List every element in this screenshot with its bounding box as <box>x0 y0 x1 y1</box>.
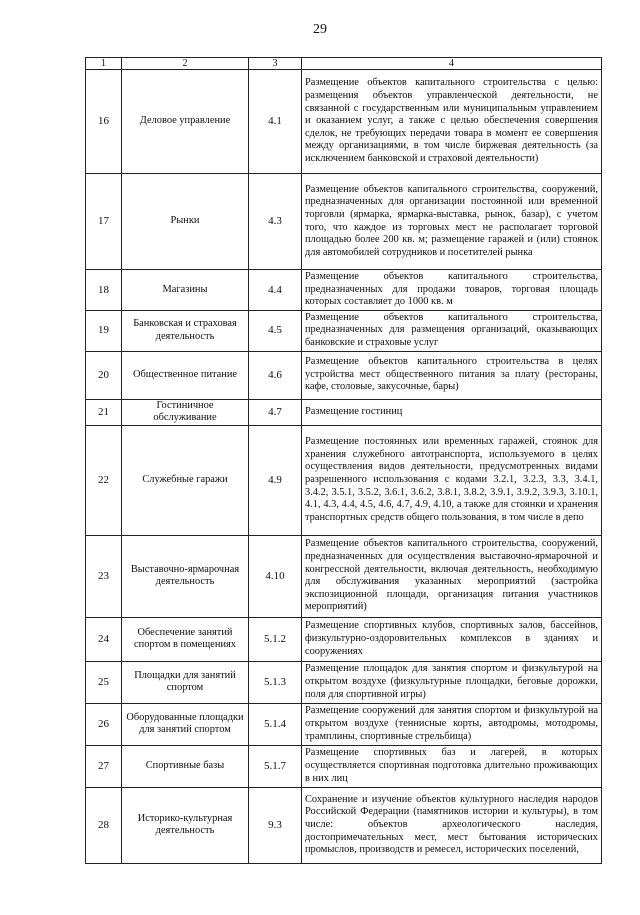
row-number: 19 <box>86 310 122 351</box>
table-header-row <box>86 58 602 70</box>
land-use-code: 4.4 <box>249 270 302 311</box>
land-use-description: Размещение постоянных или временных гаражей, стоянок для хранения служебного автотранспорта, используемого в целях осуществления видов деятельности, предусмотренных видами разрешенного использования с кодами 3.2.1, 3.2.3, 3.3, 3.4.1, 3.4.2, 3.5.1, 3.5.2, 3.6.1, 3.6.2, 3.8.1, 3.8.2, 3.9.1, 3.9.2, 3.9.3, 3.10.1, 4.1, 4.3, 4.4, 4.5, 4.6, 4.7, 4.9, 4.10, а также для стоянки и хранения транспортных средств общего пользования, в том числе в депо <box>302 425 602 535</box>
land-use-name: Спортивные базы <box>122 745 249 787</box>
land-use-name: Общественное питание <box>122 351 249 399</box>
row-number: 27 <box>86 745 122 787</box>
land-use-code: 9.3 <box>249 787 302 863</box>
table-row <box>86 270 602 311</box>
row-number: 20 <box>86 351 122 399</box>
land-use-description: Размещение объектов капитального строительства, сооружений, предназначенных для организации постоянной или временной торговли (ярмарка, ярмарка-выставка, рынок, базар), с учетом того, что каждое из торговых мест не располагает торговой площадью более 200 кв. м; размещение гаражей и (или) стоянок для автомобилей сотрудников и посетителей рынка <box>302 174 602 270</box>
land-use-code: 4.6 <box>249 351 302 399</box>
land-use-code: 4.10 <box>249 535 302 617</box>
row-number: 25 <box>86 661 122 703</box>
row-number: 24 <box>86 617 122 661</box>
row-number: 16 <box>86 70 122 174</box>
land-use-name: Служебные гаражи <box>122 425 249 535</box>
land-use-name: Банковская и страховая деятельность <box>122 310 249 351</box>
land-use-name: Гостиничное обслуживание <box>122 399 249 425</box>
land-use-description: Размещение гостиниц <box>302 399 602 425</box>
land-use-name: Площадки для занятий спортом <box>122 661 249 703</box>
land-use-code: 4.9 <box>249 425 302 535</box>
land-use-name: Обеспечение занятий спортом в помещениях <box>122 617 249 661</box>
table-row <box>86 70 602 174</box>
row-number: 17 <box>86 174 122 270</box>
header-col-2: 2 <box>122 58 249 70</box>
land-use-description: Размещение спортивных баз и лагерей, в которых осуществляется спортивная подготовка длительно проживающих в них лиц <box>302 745 602 787</box>
land-use-code: 4.3 <box>249 174 302 270</box>
header-col-3: 3 <box>249 58 302 70</box>
table-row <box>86 351 602 399</box>
row-number: 23 <box>86 535 122 617</box>
table-row <box>86 399 602 425</box>
land-use-name: Историко-культурная деятельность <box>122 787 249 863</box>
land-use-code: 5.1.3 <box>249 661 302 703</box>
table-row <box>86 425 602 535</box>
land-use-description: Размещение объектов капитального строительства в целях устройства мест общественного питания за плату (рестораны, кафе, столовые, закусочные, бары) <box>302 351 602 399</box>
land-use-code: 4.5 <box>249 310 302 351</box>
land-use-table <box>85 57 602 864</box>
land-use-name: Выставочно-ярмарочная деятельность <box>122 535 249 617</box>
land-use-description: Сохранение и изучение объектов культурного наследия народов Российской Федерации (памятников истории и культуры), в том числе: объектов археологического наследия, достопримечательных мест, мест бытования исторических промыслов, производств и ремесел, исторических поселений, <box>302 787 602 863</box>
table-row <box>86 787 602 863</box>
land-use-description: Размещение сооружений для занятия спортом и физкультурой на открытом воздухе (теннисные корты, автодромы, мотодромы, трамплины, спортивные стрельбища) <box>302 703 602 745</box>
row-number: 18 <box>86 270 122 311</box>
land-use-code: 5.1.2 <box>249 617 302 661</box>
land-use-code: 4.1 <box>249 70 302 174</box>
table-row <box>86 310 602 351</box>
land-use-name: Деловое управление <box>122 70 249 174</box>
table-row <box>86 535 602 617</box>
table-row <box>86 745 602 787</box>
header-col-1: 1 <box>86 58 122 70</box>
row-number: 28 <box>86 787 122 863</box>
land-use-description: Размещение спортивных клубов, спортивных залов, бассейнов, физкультурно-оздоровительных комплексов в зданиях и сооружениях <box>302 617 602 661</box>
row-number: 26 <box>86 703 122 745</box>
land-use-code: 5.1.4 <box>249 703 302 745</box>
land-use-name: Рынки <box>122 174 249 270</box>
land-use-name: Оборудованные площадки для занятий спортом <box>122 703 249 745</box>
table-row <box>86 617 602 661</box>
land-use-description: Размещение площадок для занятия спортом и физкультурой на открытом воздухе (физкультурные площадки, беговые дорожки, поля для спортивной игры) <box>302 661 602 703</box>
land-use-name: Магазины <box>122 270 249 311</box>
land-use-code: 4.7 <box>249 399 302 425</box>
land-use-code: 5.1.7 <box>249 745 302 787</box>
row-number: 21 <box>86 399 122 425</box>
header-col-4: 4 <box>302 58 602 70</box>
land-use-description: Размещение объектов капитального строительства, предназначенных для продажи товаров, торговая площадь которых составляет до 1000 кв. м <box>302 270 602 311</box>
land-use-description: Размещение объектов капитального строительства, сооружений, предназначенных для осуществления выставочно-ярмарочной и конгрессной деятельности, включая деятельность, необходимую для обслуживания указанных мероприятий (застройка экспозиционной площади, организация питания участников мероприятий) <box>302 535 602 617</box>
land-use-description: Размещение объектов капитального строительства с целью: размещения объектов управленческой деятельности, не связанной с государственным или муниципальным управлением и оказанием услуг, а также с целью обеспечения совершения сделок, не требующих передачи товара в момент ее совершения между организациями, в том числе биржевая деятельность (за исключением банковской и страховой деятельности) <box>302 70 602 174</box>
table-row <box>86 661 602 703</box>
table-row <box>86 174 602 270</box>
table-row <box>86 703 602 745</box>
page-number: 29 <box>313 22 327 37</box>
land-use-description: Размещение объектов капитального строительства, предназначенных для размещения организаций, оказывающих банковские и страховые услуг <box>302 310 602 351</box>
row-number: 22 <box>86 425 122 535</box>
